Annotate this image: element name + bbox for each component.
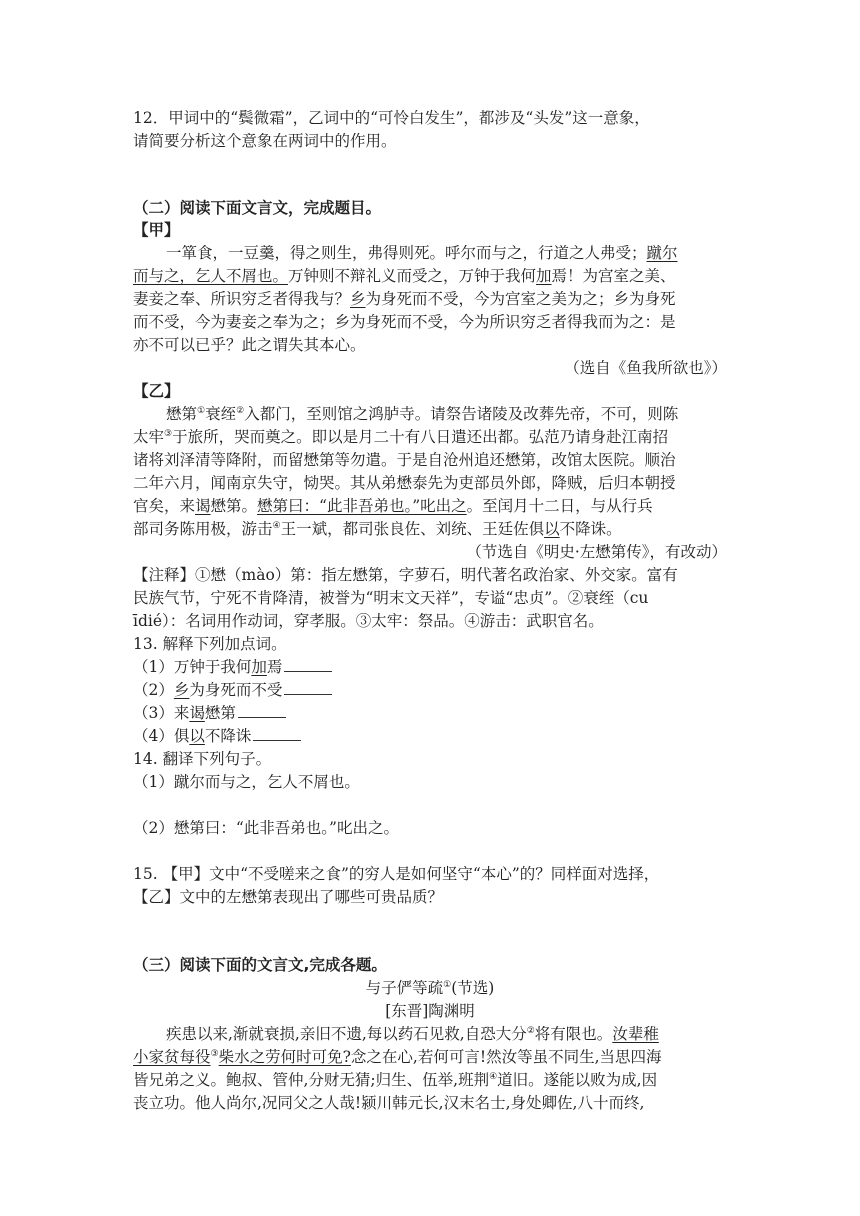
underlined-sentence: 蹴尔 <box>646 244 678 262</box>
yi-line3: 诸将刘泽清等降附，而留懋第等勿遣。于是自沧州追还懋第，改馆太医院。顺治 <box>133 451 676 469</box>
answer-blank[interactable] <box>253 726 301 741</box>
dotted-word: 加 <box>536 267 552 285</box>
passage-line4: 丧立功。他人尚尔,况同父之人哉!颍川韩元长,汉末名士,身处卿佐,八十而终, <box>133 1094 645 1112</box>
passage-title: 与子俨等疏①(节选) <box>365 979 495 997</box>
answer-blank[interactable] <box>238 703 286 718</box>
q15-line1: 15. 【甲】文中“不受嗟来之食”的穷人是如何坚守“本心”的？同样面对选择， <box>133 865 660 883</box>
q13-item2: （2）乡为身死而不受 <box>133 679 332 701</box>
q14-item1: （1）蹴尔而与之，乞人不屑也。 <box>133 773 360 791</box>
yi-line2: 太牢③于旅所，哭而奠之。即以是月二十有八日遣还出都。弘范乃请身赴江南招 <box>133 428 669 446</box>
underlined-sentence: 小家贫每役 <box>133 1048 211 1066</box>
yi-line6: 部司务陈用极，游击④王一斌，都司张良佐、刘统、王廷佐俱以不降诛。 <box>133 520 622 538</box>
underlined-sentence: 而与之，乞人不屑也。 <box>133 267 289 285</box>
q14-heading: 14. 翻译下列句子。 <box>133 750 272 768</box>
q13-heading: 13. 解释下列加点词。 <box>133 635 287 653</box>
yi-line4: 二年六月，闻南京失守，恸哭。其从弟懋泰先为吏部员外郎，降贼，后归本朝授 <box>133 474 676 492</box>
note-line1: 【注释】①懋（mào）第：指左懋第，字萝石，明代著名政治家、外交家。富有 <box>133 566 678 584</box>
dotted-word: 谒 <box>195 497 211 515</box>
yi-source: （节选自《明史·左懋第传》，有改动） <box>466 543 727 561</box>
passage-author: [东晋]陶渊明 <box>385 1002 475 1020</box>
q13-item1: （1）万钟于我何加焉 <box>133 656 332 678</box>
answer-blank[interactable] <box>284 680 332 695</box>
yi-label: 【乙】 <box>133 382 180 400</box>
q13-item3: （3）来谒懋第 <box>133 702 286 724</box>
jia-line2: 而与之，乞人不屑也。万钟则不辩礼义而受之，万钟于我何加焉！为宫室之美、 <box>133 267 676 285</box>
q15-line2: 【乙】文中的左懋第表现出了哪些可贵品质？ <box>133 888 444 906</box>
yi-line5: 官矣，来谒懋第。懋第曰：“此非吾弟也。”叱出之。至闰月十二日，与从行兵 <box>133 497 653 515</box>
q12-line1: 12．甲词中的“鬓微霜”，乙词中的“可怜白发生”，都涉及“头发”这一意象， <box>133 109 650 127</box>
passage-line2: 小家贫每役③柴水之劳何时可免?念之在心,若何可言!然汝等虽不同生,当思四海 <box>133 1048 662 1066</box>
passage-line3: 皆兄弟之义。鲍叔、管仲,分财无猜;归生、伍举,班荆④道旧。遂能以败为成,因 <box>133 1071 658 1089</box>
dotted-word: 以 <box>544 520 560 538</box>
underlined-sentence: 懋第曰：“此非吾弟也。”叱出之 <box>257 497 467 515</box>
section3-heading: （三）阅读下面的文言文,完成各题。 <box>133 956 387 974</box>
dotted-word: 乡 <box>350 290 366 308</box>
jia-line4: 而不受，今为妻妾之奉为之；乡为身死而不受，今为所识穷乏者得我而为之：是 <box>133 313 676 331</box>
note-line2: 民族气节，宁死不肯降清，被誉为“明末文天祥”，专谥“忠贞”。②衰绖（cu <box>133 589 649 607</box>
q14-item2: （2）懋第曰：“此非吾弟也。”叱出之。 <box>133 819 399 837</box>
jia-line5: 亦不可以已乎？此之谓失其本心。 <box>133 336 366 354</box>
note-line3: īdié）：名词用作动词，穿孝服。③太牢：祭品。④游击：武职官名。 <box>133 612 604 630</box>
q13-item4: （4）俱以不降诛 <box>133 725 301 747</box>
underlined-sentence: 柴水之劳何时可免? <box>218 1048 351 1066</box>
jia-line1: 一箪食，一豆羹，得之则生，弗得则死。呼尔而与之，行道之人弗受；蹴尔 <box>166 244 678 262</box>
jia-source: （选自《鱼我所欲也》） <box>564 359 727 377</box>
q12-line2: 请简要分析这个意象在两词中的作用。 <box>133 132 397 150</box>
section2-heading: （二）阅读下面文言文，完成题目。 <box>133 199 382 217</box>
yi-line1: 懋第①衰绖②入都门，至则馆之鸿胪寺。请祭告诸陵及改葬先帝，不可，则陈 <box>166 405 679 423</box>
answer-blank[interactable] <box>284 657 332 672</box>
passage-line1: 疾患以来,渐就衰损,亲旧不遗,每以药石见救,自恐大分②将有限也。汝辈稚 <box>166 1025 659 1043</box>
underlined-sentence: 汝辈稚 <box>612 1025 659 1043</box>
jia-label: 【甲】 <box>133 221 180 239</box>
jia-line3: 妻妾之奉、所识穷乏者得我与？乡为身死而不受，今为宫室之美为之；乡为身死 <box>133 290 676 308</box>
